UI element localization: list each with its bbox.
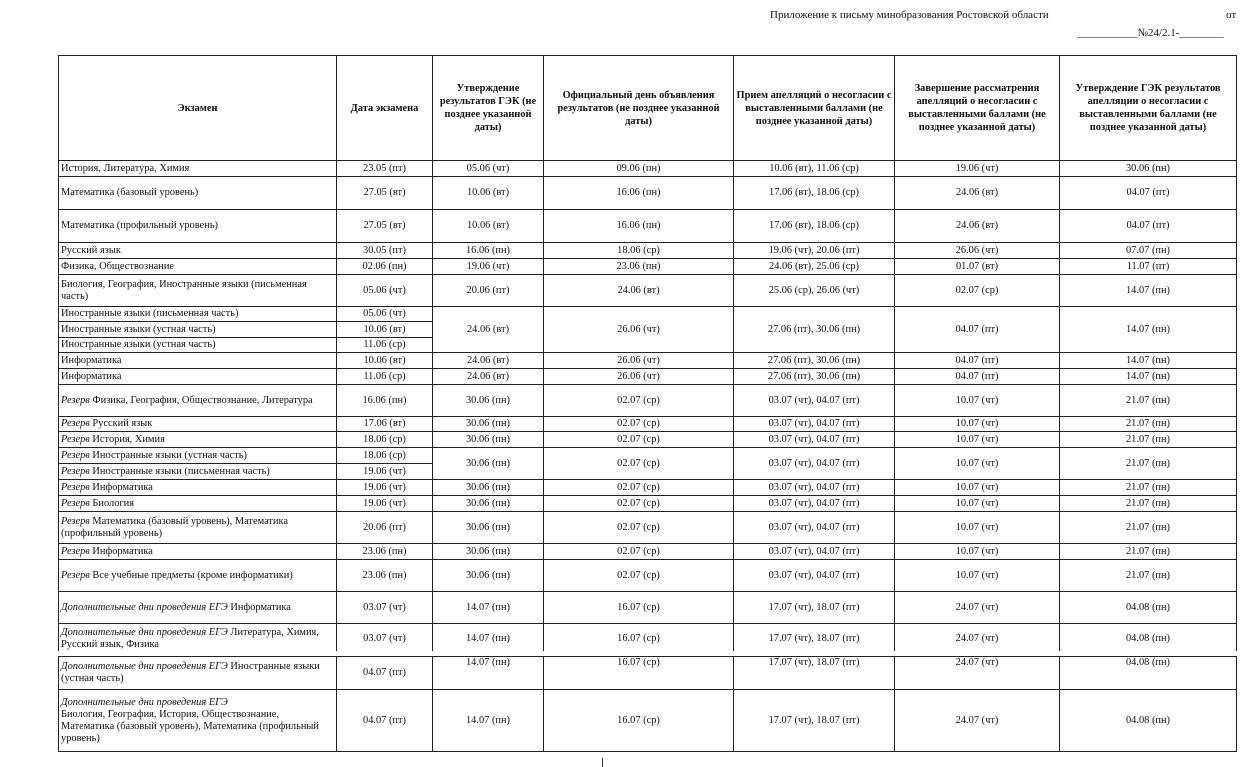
cell-date: 04.07 (пт) [337, 657, 433, 690]
exam-cell [59, 177, 337, 210]
cell-official: 16.06 (пн) [544, 210, 734, 243]
exam-name: Иностранные языки (письменная часть) [61, 308, 239, 319]
exam-cell [59, 448, 337, 464]
cell-gek: 30.06 (пн) [433, 480, 544, 496]
table-row [59, 417, 1237, 432]
cell-gek: 10.06 (вт) [433, 210, 544, 243]
cell-date: 02.06 (пн) [337, 259, 433, 275]
cell-appeal: 17.06 (вт), 18.06 (ср) [734, 177, 895, 210]
cell-review: 04.07 (пт) [895, 307, 1060, 353]
cell-approve: 21.07 (пн) [1060, 544, 1237, 560]
exam-cell [59, 161, 337, 177]
cell-gek: 14.07 (пн) [433, 690, 544, 752]
cell-appeal: 03.07 (чт), 04.07 (пт) [734, 560, 895, 592]
table-row [59, 560, 1237, 592]
table-row [59, 369, 1237, 385]
cell-appeal: 03.07 (чт), 04.07 (пт) [734, 417, 895, 432]
exam-cell [59, 353, 337, 369]
cell-official: 24.06 (вт) [544, 275, 734, 307]
exam-prefix: Резерв [61, 497, 90, 509]
cell-review: 10.07 (чт) [895, 432, 1060, 448]
cell-date: 18.06 (ср) [337, 432, 433, 448]
cell-approve: 14.07 (пн) [1060, 275, 1237, 307]
cell-official: 18.06 (ср) [544, 243, 734, 259]
exam-name: Математика (профильный уровень) [61, 220, 218, 231]
cell-approve: 21.07 (пн) [1060, 432, 1237, 448]
cell-appeal: 19.06 (чт), 20.06 (пт) [734, 243, 895, 259]
cell-review: 10.07 (чт) [895, 544, 1060, 560]
cell-gek: 14.07 (пн) [433, 657, 544, 690]
exam-name: История, Литература, Химия [61, 162, 190, 174]
appendix-date-label: от [1226, 9, 1237, 21]
exam-name: Русский язык [61, 244, 121, 256]
cell-appeal: 10.06 (вт), 11.06 (ср) [734, 161, 895, 177]
cell-date: 03.07 (чт) [337, 624, 433, 654]
exam-name: Физика, География, Обществознание, Литература [89, 394, 313, 406]
exam-name: Информатика [61, 354, 122, 366]
cell-approve: 14.07 (пн) [1060, 353, 1237, 369]
cell-official: 16.06 (пн) [544, 177, 734, 210]
exam-prefix: Резерв [61, 545, 90, 557]
cell-review: 24.07 (чт) [895, 624, 1060, 654]
cell-review: 24.07 (чт) [895, 592, 1060, 624]
exam-prefix: Дополнительные дни проведения ЕГЭ [61, 696, 228, 708]
exam-cell [59, 690, 337, 752]
cell-appeal: 03.07 (чт), 04.07 (пт) [734, 385, 895, 417]
cell-review: 24.07 (чт) [895, 657, 1060, 690]
cell-gek: 19.06 (чт) [433, 259, 544, 275]
cell-official: 02.07 (ср) [544, 496, 734, 512]
cell-gek: 14.07 (пн) [433, 592, 544, 624]
cell-official: 02.07 (ср) [544, 512, 734, 544]
exam-prefix: Дополнительные дни проведения ЕГЭ [61, 661, 228, 672]
cell-date: 23.05 (пт) [337, 161, 433, 177]
exam-cell [59, 369, 337, 385]
cell-gek: 30.06 (пн) [433, 560, 544, 592]
exam-name: Иностранные языки (устная часть) [89, 449, 247, 461]
exam-name: Литература, Химия, Русский язык, Физика [61, 626, 319, 650]
cell-appeal: 17.07 (чт), 18.07 (пт) [734, 690, 895, 752]
cell-date: 10.06 (вт) [337, 322, 433, 338]
cell-date: 20.06 (пт) [337, 512, 433, 544]
exam-prefix: Дополнительные дни проведения ЕГЭ [61, 626, 228, 638]
exam-cell [59, 417, 337, 432]
cell-official: 09.06 (пн) [544, 161, 734, 177]
exam-prefix: Резерв [61, 465, 90, 477]
cell-gek: 14.07 (пн) [433, 624, 544, 654]
table-row [59, 657, 1237, 690]
cell-approve: 21.07 (пн) [1060, 512, 1237, 544]
cell-appeal: 03.07 (чт), 04.07 (пт) [734, 432, 895, 448]
exam-schedule-table [58, 55, 1237, 654]
cell-appeal: 03.07 (чт), 04.07 (пт) [734, 448, 895, 480]
cell-official: 02.07 (ср) [544, 560, 734, 592]
cell-approve: 04.08 (пн) [1060, 690, 1237, 752]
appendix-number: ___________№24/2.1-________ [1077, 27, 1224, 39]
cell-review: 04.07 (пт) [895, 369, 1060, 385]
cell-official: 16.07 (ср) [544, 624, 734, 654]
cell-gek: 10.06 (вт) [433, 177, 544, 210]
exam-cell [59, 338, 337, 353]
table-row [59, 496, 1237, 512]
cell-gek: 30.06 (пн) [433, 448, 544, 480]
exam-cell [59, 544, 337, 560]
exam-name: Биология, География, История, Обществознание, Математика (базовый уровень), Математика (профильный уровень) [61, 708, 319, 744]
cell-official: 02.07 (ср) [544, 448, 734, 480]
table-row [59, 353, 1237, 369]
cell-date: 27.05 (вт) [337, 177, 433, 210]
cell-date: 23.06 (пн) [337, 560, 433, 592]
cell-approve: 21.07 (пн) [1060, 496, 1237, 512]
cell-date: 16.06 (пн) [337, 385, 433, 417]
cell-date: 05.06 (чт) [337, 275, 433, 307]
col-header-approve: Утверждение ГЭК результатов апелляции о несогласии с выставленными баллами (не позднее указанной даты) [1060, 56, 1237, 161]
cell-approve: 04.08 (пн) [1060, 657, 1237, 690]
cell-appeal: 27.06 (пт), 30.06 (пн) [734, 353, 895, 369]
cell-approve: 30.06 (пн) [1060, 161, 1237, 177]
exam-cell [59, 464, 337, 480]
cell-date: 04.07 (пт) [337, 690, 433, 752]
cell-official: 26.06 (чт) [544, 307, 734, 353]
table-header-row [59, 56, 1237, 161]
cell-gek: 24.06 (вт) [433, 369, 544, 385]
cell-appeal: 03.07 (чт), 04.07 (пт) [734, 544, 895, 560]
exam-name: Иностранные языки (устная часть) [61, 661, 320, 684]
cell-appeal: 17.07 (чт), 18.07 (пт) [734, 657, 895, 690]
table-row [59, 161, 1237, 177]
exam-name: Информатика [89, 481, 153, 493]
table-row [59, 624, 1237, 654]
cell-review: 26.06 (чт) [895, 243, 1060, 259]
table-row [59, 432, 1237, 448]
table-row [59, 480, 1237, 496]
exam-prefix: Резерв [61, 449, 90, 461]
cell-approve: 14.07 (пн) [1060, 369, 1237, 385]
cell-gek: 05.06 (чт) [433, 161, 544, 177]
table-row [59, 307, 1237, 322]
table-row [59, 512, 1237, 544]
exam-name: Иностранные языки (устная часть) [61, 339, 216, 350]
cell-review: 10.07 (чт) [895, 496, 1060, 512]
cell-official: 23.06 (пн) [544, 259, 734, 275]
exam-cell [59, 243, 337, 259]
cell-gek: 30.06 (пн) [433, 496, 544, 512]
table-row [59, 544, 1237, 560]
cell-official: 02.07 (ср) [544, 480, 734, 496]
cell-approve: 07.07 (пн) [1060, 243, 1237, 259]
cell-appeal: 03.07 (чт), 04.07 (пт) [734, 480, 895, 496]
cell-approve: 04.07 (пт) [1060, 177, 1237, 210]
cell-review: 10.07 (чт) [895, 417, 1060, 432]
col-header-appeal: Прием апелляций о несогласии с выставленными баллами (не позднее указанной даты) [734, 56, 895, 161]
cell-date: 23.06 (пн) [337, 544, 433, 560]
exam-prefix: Резерв [61, 394, 90, 406]
table-row [59, 177, 1237, 210]
cell-appeal: 24.06 (вт), 25.06 (ср) [734, 259, 895, 275]
exam-prefix: Резерв [61, 481, 90, 493]
cell-appeal: 27.06 (пт), 30.06 (пн) [734, 307, 895, 353]
cell-review: 04.07 (пт) [895, 353, 1060, 369]
table-row [59, 690, 1237, 752]
exam-name: Физика, Обществознание [61, 260, 174, 272]
cell-review: 02.07 (ср) [895, 275, 1060, 307]
cell-review: 24.07 (чт) [895, 690, 1060, 752]
exam-cell [59, 259, 337, 275]
col-header-official: Официальный день объявления результатов (не позднее указанной даты) [544, 56, 734, 161]
cell-gek: 30.06 (пн) [433, 512, 544, 544]
exam-name: Математика (базовый уровень), Математика (профильный уровень) [61, 515, 289, 539]
cell-official: 16.07 (ср) [544, 690, 734, 752]
cell-official: 02.07 (ср) [544, 544, 734, 560]
appendix-title: Приложение к письму минобразования Ростовской области [770, 9, 1049, 21]
exam-name: История, Химия [89, 433, 165, 445]
table-row [59, 448, 1237, 464]
exam-name: Биология, География, Иностранные языки (письменная часть) [61, 278, 307, 302]
cell-approve: 04.07 (пт) [1060, 210, 1237, 243]
exam-cell [59, 480, 337, 496]
cell-review: 10.07 (чт) [895, 385, 1060, 417]
cell-date: 19.06 (чт) [337, 464, 433, 480]
cell-date: 11.06 (ср) [337, 369, 433, 385]
cell-date: 30.05 (пт) [337, 243, 433, 259]
exam-name: Информатика [227, 601, 291, 613]
cell-date: 03.07 (чт) [337, 592, 433, 624]
cell-approve: 04.08 (пн) [1060, 592, 1237, 624]
cell-gek: 24.06 (вт) [433, 353, 544, 369]
cell-approve: 21.07 (пн) [1060, 480, 1237, 496]
exam-name: Математика (базовый уровень) [61, 187, 199, 198]
exam-cell [59, 275, 337, 307]
cell-official: 26.06 (чт) [544, 369, 734, 385]
cell-date: 05.06 (чт) [337, 307, 433, 322]
cell-date: 27.05 (вт) [337, 210, 433, 243]
table-row [59, 385, 1237, 417]
cell-official: 26.06 (чт) [544, 353, 734, 369]
exam-cell [59, 592, 337, 624]
cell-review: 10.07 (чт) [895, 480, 1060, 496]
cell-gek: 24.06 (вт) [433, 307, 544, 353]
cell-official: 02.07 (ср) [544, 417, 734, 432]
cell-official: 02.07 (ср) [544, 432, 734, 448]
cell-review: 10.07 (чт) [895, 448, 1060, 480]
exam-name: Русский язык [89, 418, 153, 429]
exam-name: Иностранные языки (письменная часть) [89, 465, 270, 477]
cell-review: 01.07 (вт) [895, 259, 1060, 275]
cell-gek: 16.06 (пн) [433, 243, 544, 259]
cell-gek: 30.06 (пн) [433, 417, 544, 432]
table-row [59, 243, 1237, 259]
exam-name: Информатика [61, 370, 122, 382]
cell-date: 10.06 (вт) [337, 353, 433, 369]
exam-cell [59, 657, 337, 690]
exam-prefix: Резерв [61, 418, 90, 429]
exam-cell [59, 432, 337, 448]
exam-prefix: Резерв [61, 515, 90, 527]
cell-official: 16.07 (ср) [544, 592, 734, 624]
exam-prefix: Дополнительные дни проведения ЕГЭ [61, 601, 228, 613]
exam-cell [59, 385, 337, 417]
table-row [59, 259, 1237, 275]
cell-review: 24.06 (вт) [895, 177, 1060, 210]
exam-name: Иностранные языки (устная часть) [61, 323, 216, 335]
cell-appeal: 03.07 (чт), 04.07 (пт) [734, 512, 895, 544]
cell-approve: 21.07 (пн) [1060, 385, 1237, 417]
table-row [59, 210, 1237, 243]
col-header-date: Дата экзамена [337, 56, 433, 161]
cell-gek: 30.06 (пн) [433, 385, 544, 417]
exam-prefix: Резерв [61, 433, 90, 445]
cell-appeal: 17.07 (чт), 18.07 (пт) [734, 592, 895, 624]
col-header-gek: Утверждение результатов ГЭК (не позднее указанной даты) [433, 56, 544, 161]
col-header-exam: Экзамен [59, 56, 337, 161]
cell-appeal: 17.06 (вт), 18.06 (ср) [734, 210, 895, 243]
cell-approve: 21.07 (пн) [1060, 448, 1237, 480]
cell-approve: 11.07 (пт) [1060, 259, 1237, 275]
cell-approve: 21.07 (пн) [1060, 417, 1237, 432]
exam-cell [59, 496, 337, 512]
exam-schedule-table-continued [58, 656, 1237, 752]
table-row [59, 275, 1237, 307]
cell-date: 11.06 (ср) [337, 338, 433, 353]
exam-cell [59, 322, 337, 338]
cell-date: 19.06 (чт) [337, 496, 433, 512]
cell-review: 19.06 (чт) [895, 161, 1060, 177]
cell-approve: 04.08 (пн) [1060, 624, 1237, 654]
exam-cell [59, 307, 337, 322]
cell-gek: 30.06 (пн) [433, 544, 544, 560]
cell-approve: 14.07 (пн) [1060, 307, 1237, 353]
exam-cell [59, 210, 337, 243]
cell-date: 18.06 (ср) [337, 448, 433, 464]
cell-date: 17.06 (вт) [337, 417, 433, 432]
exam-name: Все учебные предметы (кроме информатики) [89, 569, 293, 581]
exam-cell [59, 512, 337, 544]
exam-cell [59, 560, 337, 592]
cell-review: 10.07 (чт) [895, 560, 1060, 592]
cell-gek: 30.06 (пн) [433, 432, 544, 448]
cell-appeal: 17.07 (чт), 18.07 (пт) [734, 624, 895, 654]
cell-review: 10.07 (чт) [895, 512, 1060, 544]
col-header-review: Завершение рассматрения апелляций о несогласии с выставленными баллами (не позднее указанной даты) [895, 56, 1060, 161]
exam-cell [59, 624, 337, 654]
exam-prefix: Резерв [61, 569, 90, 581]
cell-appeal: 03.07 (чт), 04.07 (пт) [734, 496, 895, 512]
table-row [59, 592, 1237, 624]
cell-official: 02.07 (ср) [544, 385, 734, 417]
cell-gek: 20.06 (пт) [433, 275, 544, 307]
cell-official: 16.07 (ср) [544, 657, 734, 690]
cell-approve: 21.07 (пн) [1060, 560, 1237, 592]
exam-name: Информатика [89, 545, 153, 557]
cell-appeal: 27.06 (пт), 30.06 (пн) [734, 369, 895, 385]
page-marker [602, 758, 603, 767]
cell-date: 19.06 (чт) [337, 480, 433, 496]
cell-review: 24.06 (вт) [895, 210, 1060, 243]
cell-appeal: 25.06 (ср), 26.06 (чт) [734, 275, 895, 307]
exam-name: Биология [89, 497, 134, 509]
